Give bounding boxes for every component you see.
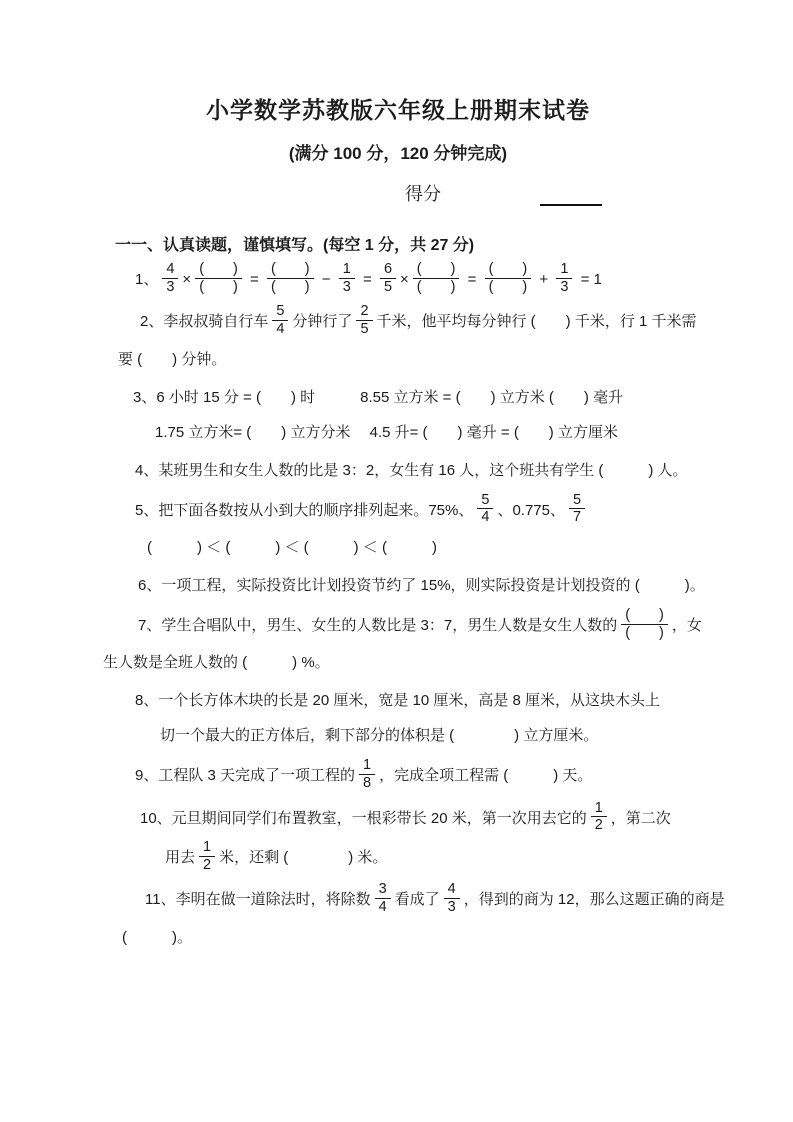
- fraction-denominator: 3: [166, 278, 175, 295]
- fraction-numerator: 5: [272, 303, 288, 321]
- question-2: [103, 303, 697, 374]
- question-text: ( ) ＜ ( ) ＜ ( ) ＜ ( ): [147, 539, 437, 557]
- question-text: 11、李明在做一道除法时，将除数: [145, 891, 371, 909]
- question-11-line-2: [103, 923, 693, 953]
- question-text: 要 ( ) 分钟。: [118, 350, 227, 368]
- question-text: ( )。: [122, 928, 192, 946]
- fraction-numerator: 4: [444, 881, 460, 899]
- question-7-line-1: [103, 607, 702, 643]
- fraction-numerator: 1: [199, 839, 215, 857]
- fraction-numerator: 4: [162, 261, 178, 279]
- fraction: [621, 607, 668, 641]
- fraction-numerator: 5: [477, 492, 493, 510]
- fraction-numerator: 6: [380, 261, 396, 279]
- fraction-denominator: 3: [447, 899, 456, 916]
- question-text: 1、: [135, 271, 159, 289]
- question-5-line-1: [103, 491, 693, 528]
- question-text: 分钟行了: [292, 313, 353, 331]
- fraction-denominator: 4: [481, 509, 490, 526]
- fraction-denominator: 4: [378, 899, 387, 916]
- question-text: 6、一项工程，实际投资比计划投资节约了 15%，则实际投资是计划投资的 ( )。: [138, 577, 705, 595]
- question-text: ，女: [671, 617, 702, 635]
- question-6: [103, 571, 705, 601]
- question-text: 4、某班男生和女生人数的比是 3：2，女生有 16 人，这个班共有学生 ( ) 人。: [135, 461, 688, 479]
- fraction: [195, 261, 242, 295]
- fraction: [199, 839, 215, 873]
- section-heading: 一一、认真读题，谨慎填写。(每空 1 分，共 27 分): [115, 237, 475, 254]
- question-text: 3、6 小时 15 分 = ( ) 时 8.55 立方米 = ( ) 立方米 ( ) 毫升: [133, 388, 624, 406]
- fraction: [477, 492, 493, 526]
- fraction-denominator: 5: [383, 278, 393, 295]
- fraction: [375, 881, 391, 915]
- fraction-denominator: ( ): [488, 278, 528, 295]
- question-text: 、0.775、: [497, 501, 565, 519]
- question-6-line-1: [103, 571, 705, 601]
- fraction-numerator: ( ): [621, 607, 668, 625]
- fraction: [444, 881, 460, 915]
- fraction-numerator: 1: [359, 757, 375, 775]
- fraction-denominator: ( ): [199, 278, 238, 295]
- question-text: =: [358, 271, 376, 289]
- question-8-line-2: [103, 721, 693, 751]
- fraction-numerator: ( ): [413, 261, 460, 279]
- question-text: −: [317, 271, 335, 289]
- question-11: [103, 881, 725, 952]
- fraction: [339, 261, 355, 295]
- question-2-line-1: [103, 303, 697, 339]
- question-text: 用去: [165, 849, 196, 867]
- question-text: 看成了: [394, 891, 440, 909]
- fraction: [272, 303, 288, 337]
- question-text: ×: [400, 271, 409, 289]
- question-text: 1.75 立方米= ( ) 立方分米 4.5 升= ( ) 毫升 = ( ) 立方厘米: [155, 423, 618, 441]
- fraction-numerator: 1: [591, 800, 607, 818]
- fraction-denominator: 8: [363, 775, 372, 792]
- question-4-line-1: [103, 456, 693, 486]
- question-3: [103, 383, 693, 448]
- fraction-denominator: 3: [342, 278, 351, 295]
- question-text: 千米，他平均每分钟行 ( ) 千米，行 1 千米需: [376, 313, 697, 331]
- fraction-denominator: ( ): [270, 278, 310, 295]
- question-10-line-2: [103, 841, 693, 875]
- question-9-line-1: [103, 759, 693, 793]
- fraction-numerator: 3: [375, 881, 391, 899]
- fraction: [485, 261, 532, 295]
- question-10: [103, 799, 693, 876]
- fraction: [380, 261, 396, 295]
- question-8-line-1: [103, 686, 693, 716]
- score-row: [103, 180, 693, 206]
- questions-container: [103, 261, 725, 953]
- fraction-denominator: 4: [276, 321, 285, 338]
- fraction-denominator: 2: [594, 817, 603, 834]
- fraction-numerator: 5: [569, 492, 585, 510]
- fraction-denominator: 7: [573, 509, 582, 526]
- question-text: 8、一个长方体木块的长是 20 厘米，宽是 10 厘米，高是 8 厘米，从这块木头上: [135, 692, 661, 710]
- question-4: [103, 456, 693, 486]
- question-text: =: [245, 271, 263, 289]
- question-9: [103, 759, 693, 793]
- fraction-denominator: ( ): [416, 278, 456, 295]
- question-1-line-1: [103, 263, 693, 297]
- question-text: 9、工程队 3 天完成了一项工程的: [135, 767, 356, 785]
- fraction-denominator: 5: [360, 321, 369, 338]
- question-8: [103, 686, 693, 751]
- fraction: [556, 261, 572, 295]
- question-text: 10、元旦期间同学们布置教室，一根彩带长 20 米，第一次用去它的: [140, 809, 587, 827]
- question-text: ，得到的商为 12，那么这题正确的商是: [463, 891, 725, 909]
- question-10-line-1: [103, 799, 693, 836]
- question-text: = 1: [576, 271, 602, 289]
- fraction: [356, 303, 372, 337]
- question-text: =: [463, 271, 481, 289]
- question-3-line-2: [103, 418, 693, 448]
- question-7: [103, 607, 702, 678]
- page-title: 小学数学苏教版六年级上册期末试卷: [206, 97, 590, 123]
- fraction: [591, 800, 607, 834]
- question-text: ×: [182, 271, 192, 289]
- fraction-numerator: ( ): [485, 261, 532, 279]
- question-5-line-2: [103, 533, 693, 563]
- question-3-line-1: [103, 383, 693, 413]
- fraction-numerator: 1: [339, 261, 355, 279]
- question-text: ，第二次: [610, 809, 671, 827]
- fraction-denominator: 3: [560, 278, 569, 295]
- question-text: 7、学生合唱队中，男生、女生的人数比是 3：7，男生人数是女生人数的: [138, 617, 618, 635]
- fraction: [569, 492, 585, 526]
- page-subtitle: (满分 100 分，120 分钟完成): [288, 144, 508, 163]
- question-5: [103, 491, 693, 563]
- question-1: [103, 263, 693, 297]
- fraction-denominator: ( ): [625, 624, 664, 641]
- score-blank-line[interactable]: [540, 186, 602, 206]
- fraction: [359, 757, 375, 791]
- score-label: 得分: [405, 184, 441, 204]
- fraction: [162, 261, 178, 295]
- question-text: +: [535, 271, 553, 289]
- fraction-numerator: 2: [356, 303, 372, 321]
- question-2-line-2: [103, 345, 693, 375]
- question-text: 2、李叔叔骑自行车: [140, 313, 269, 331]
- fraction-numerator: 1: [556, 261, 572, 279]
- fraction: [413, 261, 460, 295]
- question-text: 切一个最大的正方体后，剩下部分的体积是 ( ) 立方厘米。: [160, 727, 599, 745]
- question-text: 生人数是全班人数的 ( ) %。: [103, 654, 330, 672]
- fraction-numerator: ( ): [195, 261, 242, 279]
- fraction: [267, 261, 314, 295]
- question-text: 5、把下面各数按从小到大的顺序排列起来。75%、: [135, 501, 474, 519]
- question-text: 米，还剩 ( ) 米。: [219, 849, 388, 867]
- question-11-line-1: [103, 881, 725, 917]
- question-7-line-2: [103, 648, 693, 678]
- fraction-denominator: 2: [203, 856, 212, 873]
- fraction-numerator: ( ): [267, 261, 314, 279]
- question-text: ，完成全项工程需 ( ) 天。: [379, 767, 593, 785]
